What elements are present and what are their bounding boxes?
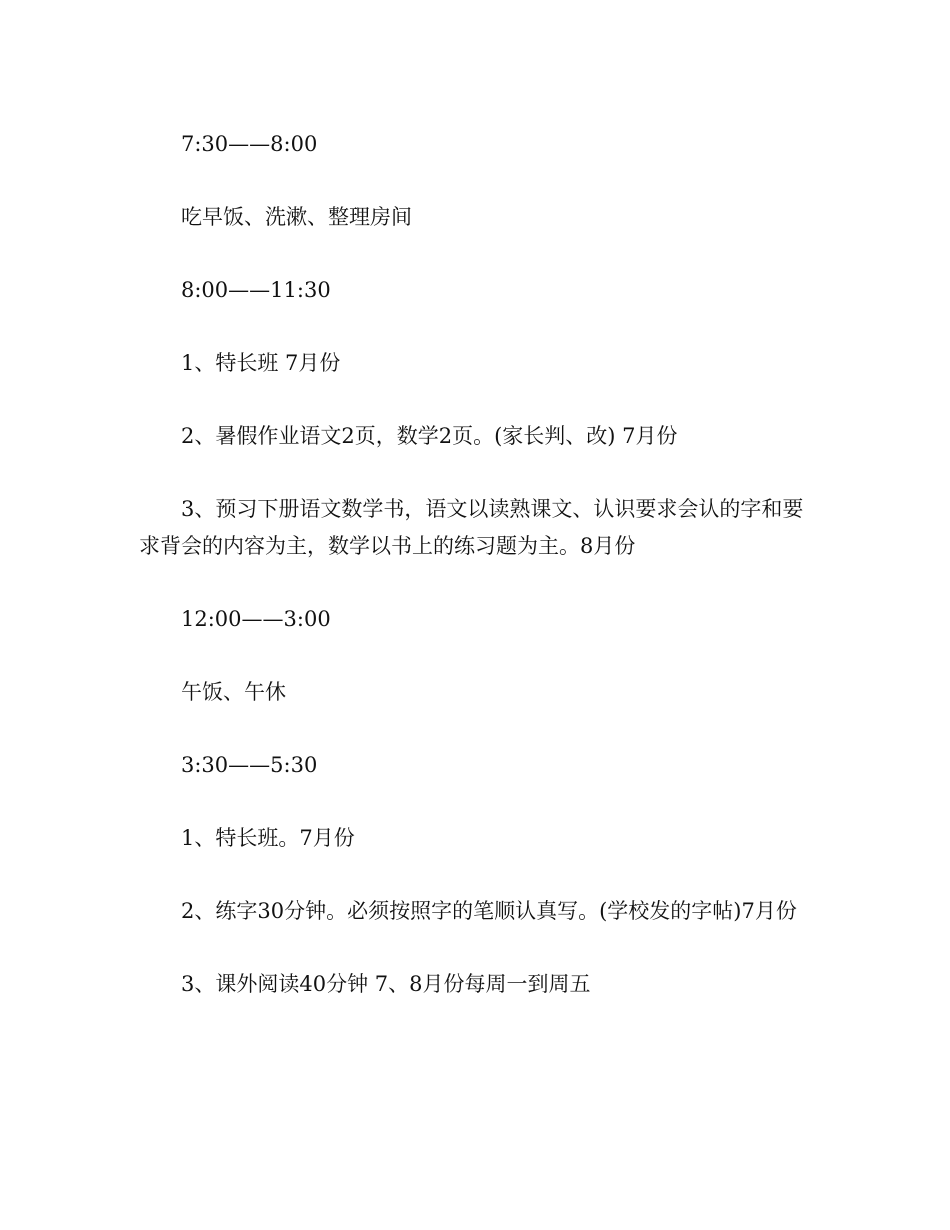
time-slot-morning-1: 7:30——8:00 (181, 132, 318, 156)
paragraph-gap (139, 856, 819, 893)
paragraph-gap (139, 236, 819, 273)
activity-item-morning-2: 2、暑假作业语文2页，数学2页。(家长判、改) 7月份 (181, 424, 678, 448)
paragraph-gap (139, 710, 819, 747)
activity-lunch: 午饭、午休 (181, 679, 286, 704)
activity-item-afternoon-3: 3、课外阅读40分钟 7、8月份每周一到周五 (181, 971, 591, 996)
activity-item-afternoon-1: 1、特长班。7月份 (181, 825, 355, 850)
paragraph-gap (139, 929, 819, 966)
document-body (139, 126, 819, 1002)
paragraph-gap (139, 163, 819, 200)
time-slot-afternoon: 3:30——5:30 (181, 752, 318, 777)
paragraph-gap (139, 637, 819, 674)
activity-breakfast: 吃早饭、洗漱、整理房间 (181, 205, 412, 229)
paragraph-gap (139, 564, 819, 601)
activity-item-afternoon-2: 2、练字30分钟。必须按照字的笔顺认真写。(学校发的字帖)7月份 (181, 898, 797, 923)
activity-item-morning-3: 3、预习下册语文数学书，语文以读熟课文、认识要求会认的字和要求背会的内容为主，数学以书上的练习题为主。8月份 (139, 497, 804, 558)
paragraph-gap (139, 455, 819, 492)
activity-item-morning-1: 1、特长班 7月份 (181, 351, 341, 375)
time-slot-morning-2: 8:00——11:30 (181, 278, 331, 302)
paragraph-gap (139, 382, 819, 419)
time-slot-noon: 12:00——3:00 (181, 606, 331, 631)
paragraph-gap (139, 783, 819, 820)
paragraph-gap (139, 309, 819, 346)
